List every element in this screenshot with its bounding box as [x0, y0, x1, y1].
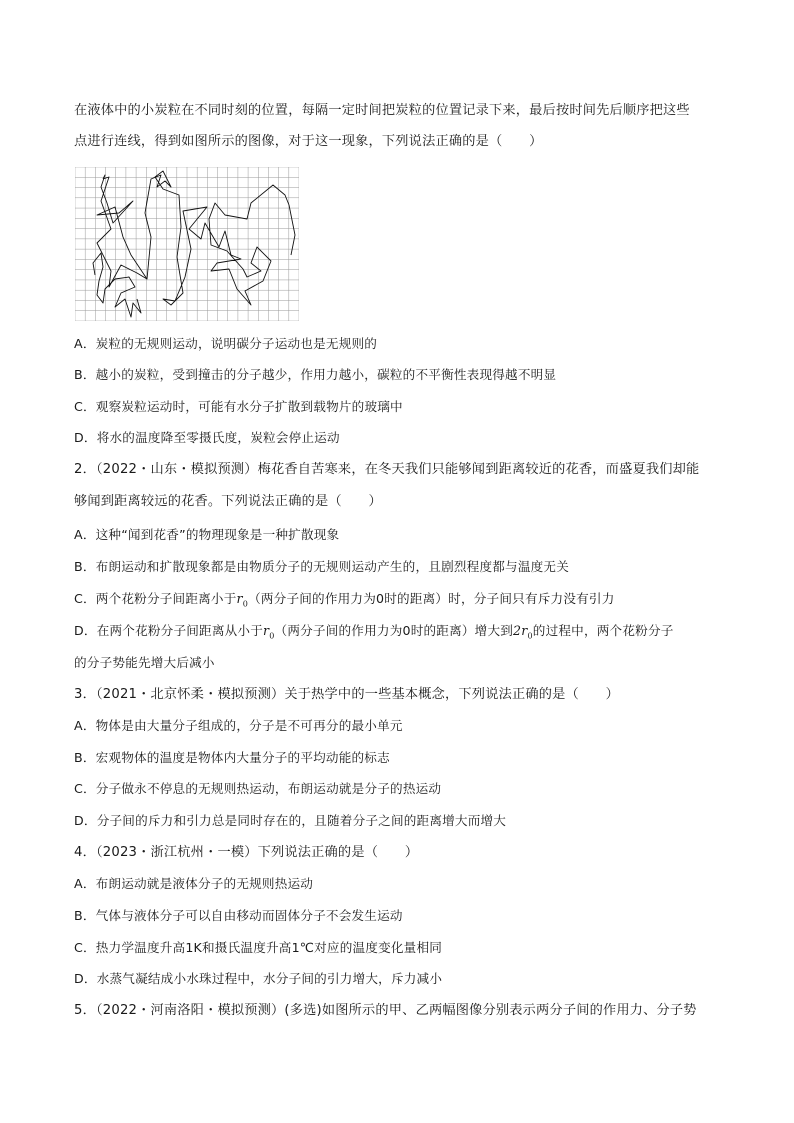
- carbon-particle-track-3: [93, 253, 141, 317]
- q4-option-a[interactable]: A．布朗运动就是液体分子的无规则热运动: [74, 876, 314, 891]
- q2-option-c[interactable]: [74, 589, 734, 615]
- q1-stem-line2: 点进行连线，得到如图所示的图像，对于这一现象，下列说法正确的是（ ）: [74, 134, 543, 149]
- q4-option-b[interactable]: B．气体与液体分子可以自由移动而固体分子不会发生运动: [74, 908, 403, 923]
- q4-option-d[interactable]: D．水蒸气凝结成小水珠过程中，水分子间的引力增大，斥力减小: [74, 971, 443, 986]
- q2-option-a[interactable]: A．这种“闻到花香”的物理现象是一种扩散现象: [74, 527, 340, 542]
- q3-stem: 3．（2021・北京怀柔・模拟预测）关于热学中的一些基本概念，下列说法正确的是（ ）: [74, 687, 620, 702]
- q3-option-a[interactable]: A．物体是由大量分子组成的，分子是不可再分的最小单元: [74, 718, 403, 733]
- q2-option-d-pre: D．在两个花粉分子间距离从小于: [74, 623, 264, 638]
- q3-option-d[interactable]: D．分子间的斥力和引力总是同时存在的，且随着分子之间的距离增大而增大: [74, 813, 507, 828]
- figure-grid: [75, 167, 299, 321]
- q2-option-d-line2: 的分子势能先增大后减小: [74, 655, 215, 670]
- q3-option-c[interactable]: C．分子做永不停息的无规则热运动，布朗运动就是分子的热运动: [74, 781, 442, 796]
- q4-stem: 4．（2023・浙江杭州・一模）下列说法正确的是（ ）: [74, 845, 419, 860]
- q2-option-d-post: 的过程中，两个花粉分子: [532, 623, 674, 638]
- q1-stem-line1: 在液体中的小炭粒在不同时刻的位置，每隔一定时间把炭粒的位置记录下来，最后按时间先后顺序把这些: [74, 103, 690, 118]
- q2-stem-line1: 2．（2022・山东・模拟预测）梅花香自苦寒来，在冬天我们只能够闻到距离较近的花香，而盛夏我们却能: [74, 462, 700, 477]
- q1-option-b[interactable]: B．越小的炭粒，受到撞击的分子越少，作用力越小，碳粒的不平衡性表现得越不明显: [74, 367, 557, 382]
- q3-option-b[interactable]: B．宏观物体的温度是物体内大量分子的平均动能的标志: [74, 750, 390, 765]
- q2-option-d-mid: （两分子间的作用力为0时的距离）增大到: [274, 623, 514, 638]
- carbon-particle-track: [97, 175, 147, 287]
- q1-option-a[interactable]: A．炭粒的无规则运动，说明碳分子运动也是无规则的: [74, 336, 378, 351]
- q2-option-c-pre: C．两个花粉分子间距离小于: [74, 591, 237, 606]
- two-r0-symbol: $2r_0$: [513, 623, 533, 641]
- q4-option-c[interactable]: C．热力学温度升高1K和摄氏温度升高1℃对应的温度变化量相同: [74, 940, 443, 955]
- q1-option-d[interactable]: D．将水的温度降至零摄氏度，炭粒会停止运动: [74, 430, 340, 445]
- q1-option-c[interactable]: C．观察炭粒运动时，可能有水分子扩散到载物片的玻璃中: [74, 399, 403, 414]
- q2-option-b[interactable]: B．布朗运动和扩散现象都是由物质分子的无规则运动产生的，且剧烈程度都与温度无关: [74, 559, 570, 574]
- q2-option-c-post: （两分子间的作用力为0时的距离）时，分子间只有斥力没有引力: [248, 591, 615, 606]
- r0-symbol: $r_0$: [236, 591, 249, 609]
- carbon-particle-track-2: [145, 171, 295, 305]
- r0-symbol: $r_0$: [263, 623, 275, 641]
- q2-option-d[interactable]: [74, 621, 734, 647]
- brownian-motion-figure: [75, 167, 299, 321]
- q2-stem-line2: 够闻到距离较远的花香。下列说法正确的是（ ）: [74, 494, 382, 509]
- q5-stem: 5．（2022・河南洛阳・模拟预测）(多选)如图所示的甲、乙两幅图像分别表示两分子间的作用力、分子势: [74, 1003, 697, 1018]
